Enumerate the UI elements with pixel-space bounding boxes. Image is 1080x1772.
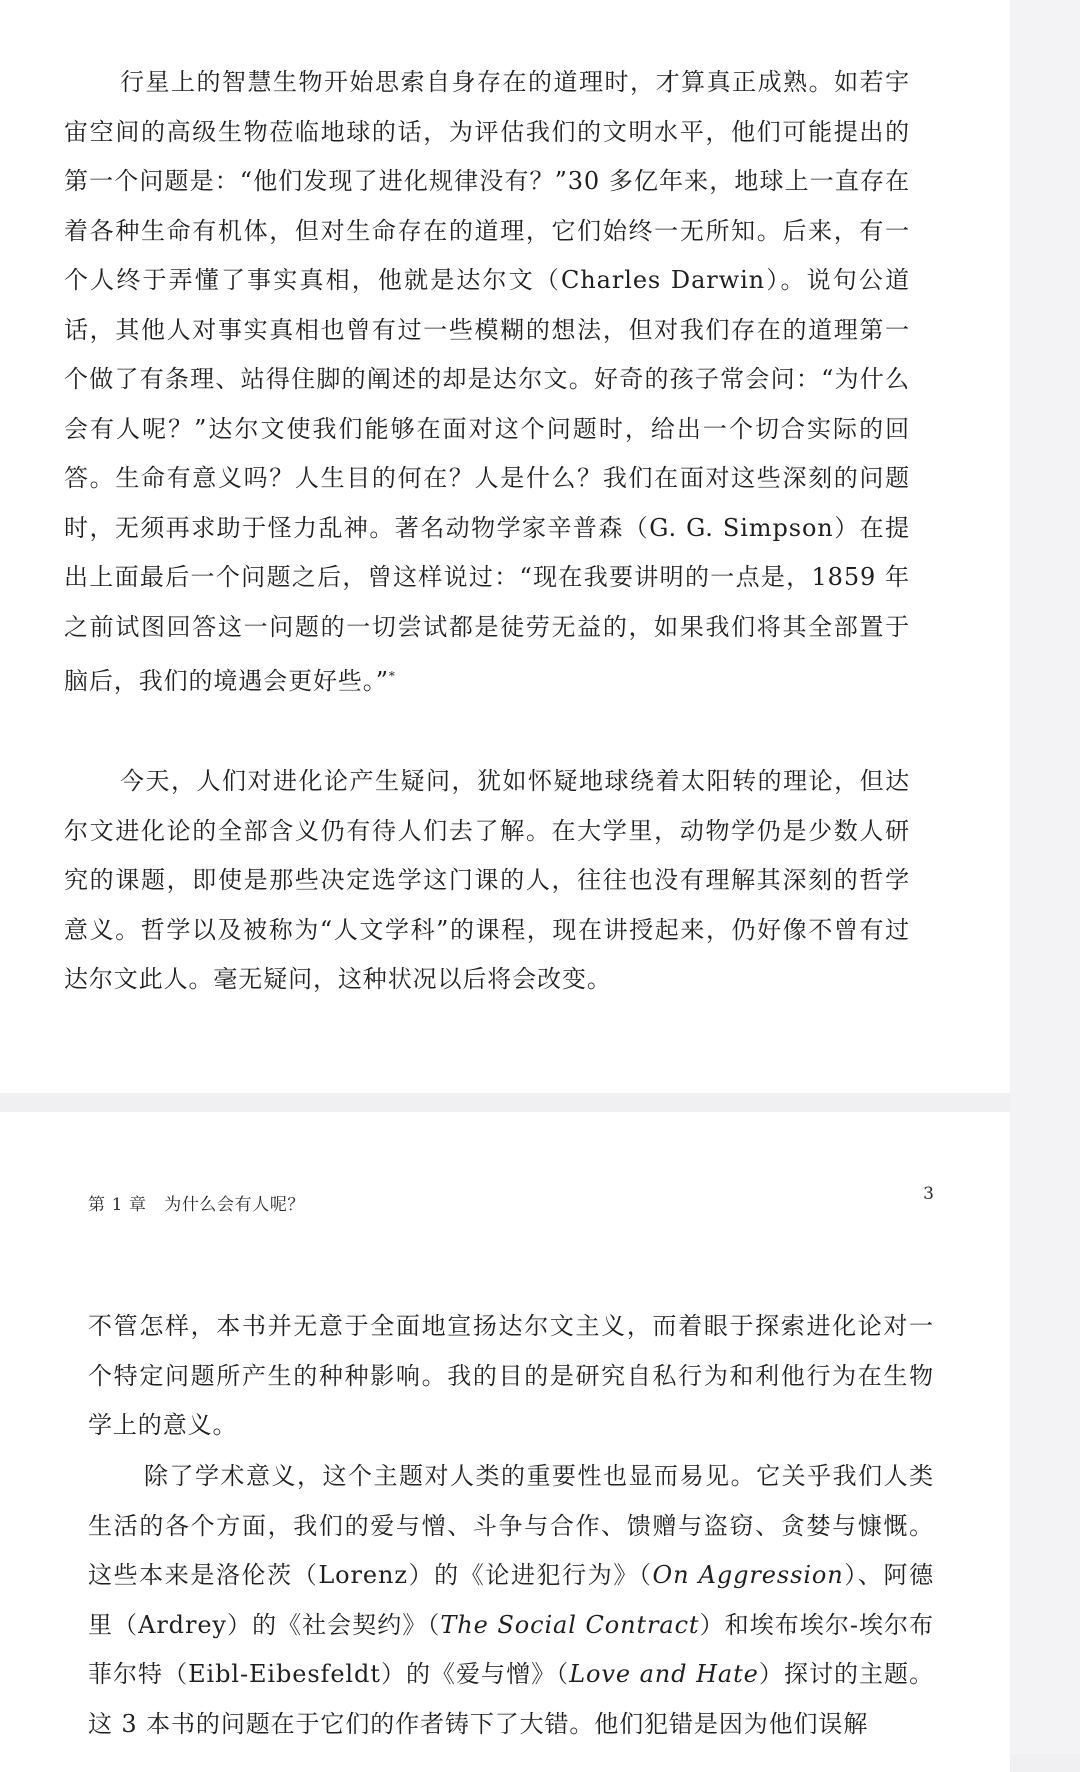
paragraph-text: ）、阿德里（Ardrey）的《社会契约》（	[88, 1561, 934, 1639]
running-header	[88, 1184, 934, 1224]
chapter-title: 第 1 章 为什么会有人呢？	[88, 1195, 306, 1215]
viewer-side-margin	[1010, 0, 1080, 1755]
footnote-marker: *	[388, 669, 396, 683]
body-paragraph: 不管怎样，本书并无意于全面地宣扬达尔文主义，而着眼于探索进化论对一个特定问题所产生的种种影响。我的目的是研究自私行为和利他行为在生物学上的意义。	[88, 1312, 934, 1439]
paragraph-text: 除了学术意义，这个主题对人类的重要性也显而易见。它关乎我们人类生活的各个方面，我们的爱与憎、斗争与合作、馈赠与盗窃、贪婪与慷慨。这些本来是洛伦茨（Lorenz）的《论进犯行为》（	[88, 1462, 934, 1589]
book-title-on-aggression: On Aggression	[652, 1561, 844, 1589]
body-paragraph: 今天，人们对进化论产生疑问，犹如怀疑地球绕着太阳转的理论，但达尔文进化论的全部含义仍有待人们去了解。在大学里，动物学仍是少数人研究的课题，即使是那些决定选学这门课的人，往往也没有理解其深刻的哲学意义。哲学以及被称为“人文学科”的课程，现在讲授起来，仍好像不曾有过达尔文此人。毫无疑问，这种状况以后将会改变。	[64, 767, 910, 993]
book-title-social-contract: The Social Contract	[440, 1610, 700, 1639]
paragraph-text: ）探讨的主题。这 3 本书的问题在于它们的作者铸下了大错。他们犯错是因为他们误解	[88, 1660, 934, 1738]
body-paragraph	[88, 1452, 934, 1749]
page-number: 3	[923, 1184, 934, 1204]
paragraph-text: ）和埃布埃尔-埃尔布菲尔特（Eibl-Eibesfeldt）的《爱与憎》（	[88, 1610, 934, 1688]
book-title-love-and-hate: Love and Hate	[569, 1660, 759, 1688]
body-paragraph	[64, 58, 910, 707]
paragraph-text: 行星上的智慧生物开始思索自身存在的道理时，才算真正成熟。如若宇宙空间的高级生物莅临地球的话，为评估我们的文明水平，他们可能提出的第一个问题是：“他们发现了进化规律没有？”30 多亿年来，地球上一直存在着各种生命有机体，但对生命存在的道理，它们始终一无所知。后来，有一个人终于弄懂了事实真相，他就是达尔文（Charles Darwin）。说句公道话，其他人对事实真相也曾有过一些模糊的想法，但对我们存在的道理第一个做了有条理、站得住脚的阐述的却是达尔文。好奇的孩子常会问：“为什么会有人呢？”达尔文使我们能够在面对这个问题时，给出一个切合实际的回答。生命有意义吗？人生目的何在？人是什么？我们在面对这些深刻的问题时，无须再求助于怪力乱神。著名动物学家辛普森（G. G. Simpson）在提出上面最后一个问题之后，曾这样说过：“现在我要讲明的一点是，1859 年之前试图回答这一问题的一切尝试都是徒劳无益的，如果我们将其全部置于脑后，我们的境遇会更好些。”	[64, 68, 910, 695]
